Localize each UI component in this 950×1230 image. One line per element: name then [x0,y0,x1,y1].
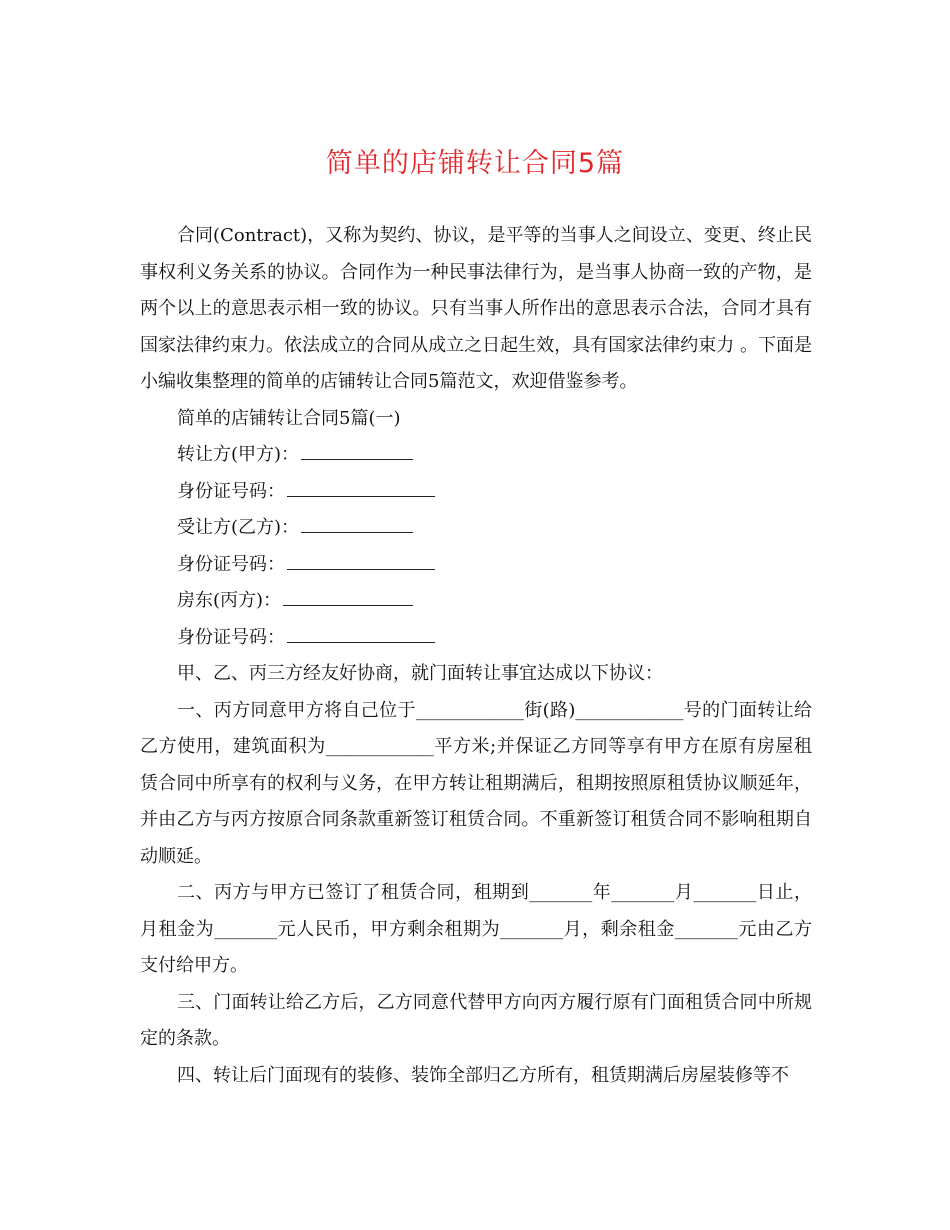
field-transferee [140,510,812,547]
agreement-intro: 甲、乙、丙三方经友好协商，就门面转让事宜达成以下协议： [177,663,663,684]
document-body [140,218,812,1094]
intro-paragraph: 合同(Contract)，又称为契约、协议，是平等的当事人之间设立、变更、终止民事权利义务关系的协议。合同作为一种民事法律行为，是当事人协商一致的产物，是两个以上的意思表示相一致的协议。只有当事人所作出的意思表示合法，合同才具有国家法律约束力。依法成立的合同从成立之日起生效，具有国家法律约束力 。下面是小编收集整理的简单的店铺转让合同5篇范文，欢迎借鉴参考。 [140,225,812,392]
fill-blank [287,627,435,643]
field-label: 身份证号码： [177,553,285,575]
field-label: 身份证号码： [177,480,285,502]
field-landlord-id [140,620,812,657]
clause-1: 一、丙方同意甲方将自己位于____________街(路)____________号的门面转让给乙方使用，建筑面积为____________平方米;并保证乙方同等享有甲方在原有房屋租赁合同中所享有的权利与义务，在甲方转让租期满后，租期按照原租赁协议顺延年，并由乙方与丙方按原合同条款重新签订租赁合同。不重新签订租赁合同不影响租期自动顺延。 [140,699,812,867]
fill-blank [287,481,435,497]
field-transferor [140,437,812,474]
document-title: 简单的店铺转让合同5篇 [325,148,625,179]
fill-blank [283,590,413,606]
clause-2: 二、丙方与甲方已签订了租赁合同，租期到_______年_______月_______日止，月租金为_______元人民币，甲方剩余租期为_______月，剩余租金_______元由乙方支付给甲方。 [140,882,812,976]
field-transferee-id [140,547,812,584]
field-label: 身份证号码： [177,626,285,648]
section-heading: 简单的店铺转让合同5篇(一) [177,407,401,429]
fill-blank [287,554,435,570]
clause-4: 四、转让后门面现有的装修、装饰全部归乙方所有，租赁期满后房屋装修等不 [177,1064,789,1086]
field-label: 房东(丙方)： [177,590,282,611]
field-label: 转让方(甲方)： [177,444,300,465]
clause-3: 三、门面转让给乙方后，乙方同意代替甲方向丙方履行原有门面租赁合同中所规定的条款。 [140,991,812,1049]
field-label: 受让方(乙方)： [177,517,300,538]
field-landlord [140,583,812,620]
fill-blank [301,444,413,460]
field-transferor-id [140,474,812,511]
fill-blank [301,517,413,533]
